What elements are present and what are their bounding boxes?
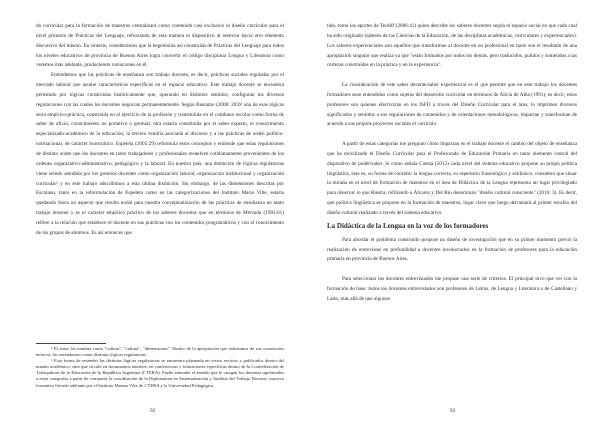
page-number: 92 xyxy=(150,408,156,414)
footnote: ³ Esta forma de entender las distintas lógicas regulatorias se encuentra plasmada en textos escritos y publicados dentro del mundo académico, sino que circula en documentos internos, en conferencias y formaciones específicas dentro de la Confederación de Trabajadores de la Educación de la República Argentina (CTERA). Puede entender el sentido que le otorgan los docentes agremiados a estas categorías a partir de compartir la coordinación de la Diplomatura en Sistematización y Análisis del Trabajo Docente, trayecto formativo llevado adelante por el Instituto Marina Vilte de CTERA y la Universidad Pedagógica. xyxy=(36,358,284,388)
footnotes xyxy=(36,343,284,389)
body-paragraph: Entendemos que las prácticas de enseñanza son trabajo docente, es decir, prácticas sociales reguladas por el mercado laboral que asume características específicas en el espacio educativo. Este trabajo docente se encuentra permeado por lógicas construidas históricamente que, operando en distintos sentidos, configuran los diversos regulaciones con las cuales los docentes negocian permanentemente. Según Bustamo (2000: 203)² una de esas lógicas sería empírico-práctica, construida en el ejercicio de la profesión y transmitida en el cotidiano escolar como forma de saber de oficio, conocimiento no portativo o gremial; otra estaría constituida por el saber experto, el conocimiento especializado-académico de la educación; la tercera vendría asociada al discurso y a las prácticas de orden político-normacional, de carácter burocrático. Espeleta (2005:29) reformula estos conceptos y entiende que estas regulaciones de distinto orden que los docentes en tanto trabajadores y profesionales resuelven cotidianamente provenientes de los órdenes organizativo-administrativo, pedagógico y la laboral. En nuestro país, una distinción de lógicas regulatorias viene siendo atendida por los gremios docentes como organización laboral, organización institucional y organización curricular³ y en este trabajo adscribimos a esta última distinción. Sin embargo, de las dimensiones descritas por Escolano, tanto en la reformulación de Espeleta como en las categorizaciones del Instituto María Vilte, estaría quedando fuera un aspecto que resulta nodal para nuestra conceptualización de las prácticas de enseñanza en tanto trabajo docente y es el carácter empírico práctico de los saberes docentes que en términos de Mercado (1991:61) refiere a la relación que establece el docente en sus prácticas con los contenidos programáticos y con el conocimiento de los grupos de alumnos. Es así entonces que xyxy=(36,72,284,236)
section-heading: La Didáctica de la Lengua en la voz de los formadores xyxy=(327,221,489,230)
right-page xyxy=(300,0,600,424)
footnote: ² El autor los nombra como "cultura", "cultura", "dimensiones". Dentro de la apropiación que realizamos de sus constructos teóricos, las entendemos como distintas lógicas regulatorias. xyxy=(36,346,284,358)
body-paragraph: tido, tomo los aportes de Terdiff (2006:41) quien describe los saberes docentes según el espacio social en que cada cual ha sido originado (saberes de las Ciencias de la Educación, de las disciplinas académicas, curriculares y experienciales). Los saberes experienciales son aquellos que transforman al docente en un profesional en tanto son el resultado de una apropiación singular que realiza ya que "están formados por todos los demás, pero traducidos, pulidos y sometidos a las certezas construidas en la práctica y en la experiencia". xyxy=(327,23,577,69)
footnote-rule xyxy=(36,343,106,344)
body-paragraph: Para abordar el problema construido propuse un diseño de investigación que en su primer momento previó la realización de entrevistas en profundidad a docentes involucrados en la formación de profesores para la educación primaria en provincia de Buenos Aires. xyxy=(327,236,577,263)
left-page-body xyxy=(36,22,284,239)
body-paragraph: do curricular para la formación de maestros centralizará como contenido casi exclusivo el diseño curricular para el nivel primario de Prácticas del Lenguaje, reforzando de esta manera el dispositivo al reenviar hacia otro elemento discursivo del mismo. En síntesis, consideramos que la hegemonía así construida de Prácticas del Lenguaje para todos los niveles educativos de provincia de Buenos Aires logra convertir el código disciplinar Lengua y Literatura como veremos más adelante, produciendo variaciones en él. xyxy=(36,23,284,69)
body-paragraph: Para seleccionar los docentes entrevistados me propuse una serie de criterios. El principal tuvo que ver con la formación de base: todos los docentes entrevistados son profesores de Letras, de Lengua y Literatura o de Castellano y Latín, más allá de que algunos xyxy=(327,276,577,302)
right-page-body xyxy=(327,22,577,305)
body-paragraph: A partir de estas categorías me pregunto cómo impactan en el trabajo docente el cambio del objeto de enseñanza que ha movilizado el Diseño Curricular para el Profesorado de Educación Primaria en tanto elemento central del dispositivo de poder/saber. Sí como señala Cuesta (2012) cada nivel del sistema educativo propone su propia política lingüística, esto es, su forma de concebir la lengua correcta, su repertorio fraseológico y estilístico, considero que situar la mirada en el nivel de formación de maestros en el área de Didáctica de la Lengua representa un lugar privilegiado para observar lo que Riestra, refiriendo a Álvarez y Del Río denominan "diseño cultural consciente" (2010: 3). Es decir, qué política lingüística se propone en la formación de maestros, lugar clave que luego derramará al primer escalón del diseño cultural realizado a través del sistema educativo. xyxy=(327,141,577,216)
body-paragraph: La consideración de este saber docente/saber experiencial es el que permite que en este trabajo los docentes formadores sean entendidos como sujetos del desarrollo curricular en términos de Alicia de Alba (1991), es decir, estos profesores son quienes efectivizan en los ISFD a través del Diseño Curricular para el área, lo imprimen diversos significados y sentidos a sus regulaciones de contenidos y de orientaciones metodológicas, impactan y transforman de acuerdo a sus propios proyectos sociales el currículo. xyxy=(327,82,577,128)
page-number: 93 xyxy=(450,408,456,414)
